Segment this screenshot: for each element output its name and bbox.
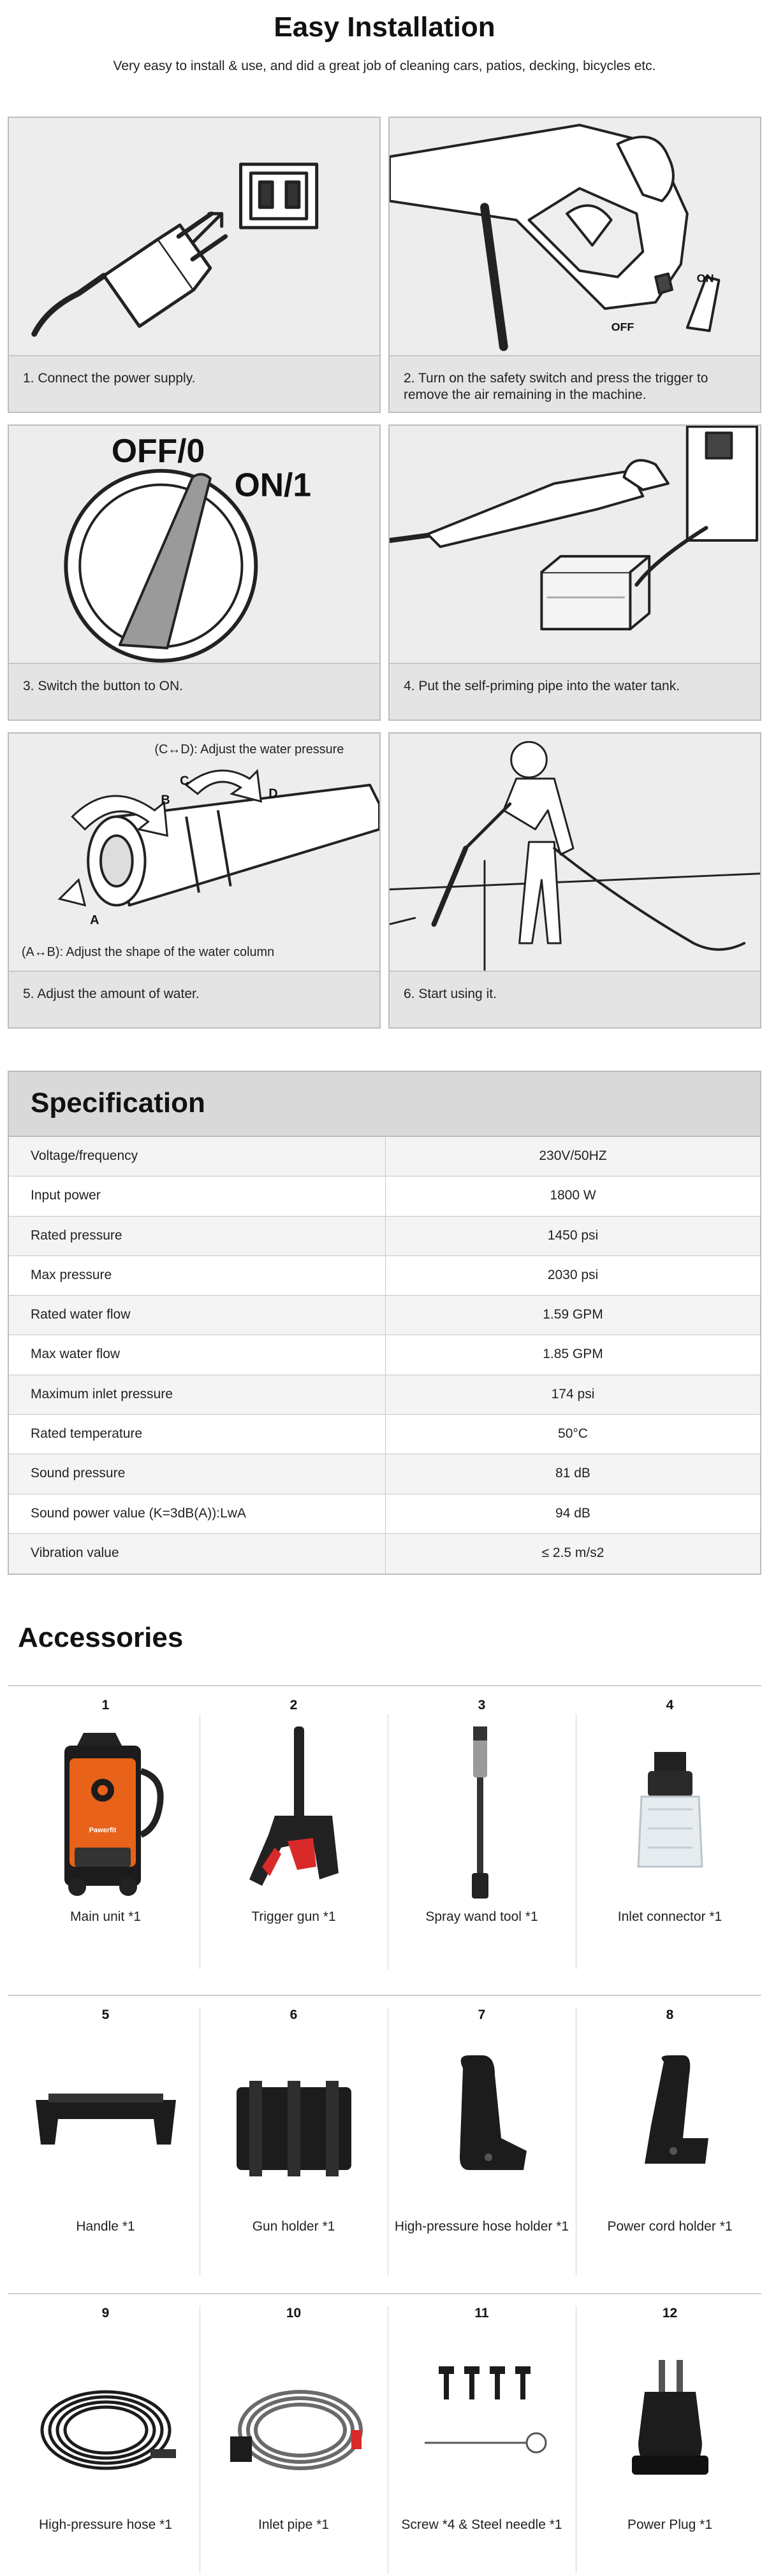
accessory-number: 6: [289, 2008, 298, 2022]
spec-body: [9, 1137, 760, 1574]
power-supply-illustration: [9, 118, 379, 355]
spec-key: Rated temperature: [9, 1415, 386, 1454]
install-title: Easy Installation: [274, 11, 495, 43]
spec-row: [9, 1375, 760, 1415]
spec-row: [9, 1137, 760, 1176]
letter-b: B: [161, 793, 170, 807]
spec-row: [9, 1494, 760, 1534]
install-subtitle: Very easy to install & use, and did a great job of cleaning cars, patios, decking, bicycles etc.: [113, 59, 656, 73]
install-step-5: [8, 732, 381, 1029]
accessory-number: 8: [666, 2008, 674, 2022]
accessory-number: 5: [101, 2008, 110, 2022]
install-step-4: [388, 424, 761, 721]
switch-illustration: [9, 426, 379, 663]
install-step-4-caption: 4. Put the self-priming pipe into the water tank.: [390, 663, 760, 720]
spec-value: 230V/50HZ: [539, 1148, 607, 1163]
spec-value: 1.85 GPM: [543, 1347, 603, 1362]
accessory-label: Power Plug *1: [627, 2517, 713, 2532]
letter-a: A: [90, 913, 99, 928]
power-plug-icon: [576, 2325, 764, 2516]
nozzle-illustration: [9, 734, 379, 971]
spec-row: [9, 1256, 760, 1296]
accessories-title: Accessories: [18, 1622, 184, 1653]
trigger-gun-icon: [200, 1717, 388, 1908]
accessory-label: Handle *1: [76, 2219, 135, 2234]
spec-table: [8, 1071, 761, 1575]
install-step-3: [8, 424, 381, 721]
spec-key: Rated water flow: [9, 1296, 386, 1335]
accessory-item-screw-needle: [388, 2306, 576, 2534]
accessory-number: 12: [662, 2306, 678, 2320]
install-step-3-caption: 3. Switch the button to ON.: [9, 663, 379, 720]
accessory-number: 2: [289, 1698, 298, 1712]
screw-needle-icon: [388, 2325, 576, 2516]
accessory-item-hose: [11, 2306, 200, 2534]
person-washing-icon: [390, 734, 760, 971]
spec-key: Max pressure: [9, 1256, 386, 1295]
accessory-item-inlet-connector: [576, 1698, 764, 1926]
spec-key: Sound power value (K=3dB(A)):LwA: [9, 1494, 386, 1533]
on-label: ON: [696, 271, 714, 285]
gun-holder-icon: [200, 2027, 388, 2218]
accessory-label: High-pressure hose *1: [39, 2517, 172, 2532]
install-step-6: [388, 732, 761, 1029]
plug-socket-icon: [9, 118, 379, 355]
install-step-1-caption: 1. Connect the power supply.: [9, 355, 379, 412]
brand-label: Pawerfit: [89, 1827, 116, 1834]
spec-value: ≤ 2.5 m/s2: [541, 1545, 604, 1560]
power-switch-icon: [9, 426, 379, 663]
accessory-item-power-plug: [576, 2306, 764, 2534]
accessory-item-inlet-pipe: [200, 2306, 388, 2534]
accessory-label: Gun holder *1: [252, 2219, 335, 2234]
spec-title: Specification: [9, 1072, 760, 1137]
nozzle-adjust-icon: [9, 734, 379, 971]
spec-key: Sound pressure: [9, 1454, 386, 1493]
off-label: OFF: [611, 320, 634, 333]
spec-key: Rated pressure: [9, 1217, 386, 1255]
accessories-divider: [8, 2293, 761, 2294]
accessory-label: Spray wand tool *1: [425, 1909, 538, 1924]
off-0-label: OFF/0: [111, 431, 205, 469]
accessory-label: Main unit *1: [70, 1909, 141, 1924]
letter-d: D: [268, 786, 278, 801]
water-tank-icon: [390, 426, 760, 663]
handle-icon: [11, 2027, 200, 2218]
cord-holder-icon: [576, 2027, 764, 2218]
hose-holder-icon: [388, 2027, 576, 2218]
accessory-label: Power cord holder *1: [607, 2219, 733, 2234]
letter-c: C: [180, 774, 189, 788]
spec-value: 1800 W: [550, 1188, 596, 1203]
water-tank-illustration: [390, 426, 760, 663]
install-step-1: [8, 117, 381, 413]
spec-key: Voltage/frequency: [9, 1137, 386, 1176]
accessories-divider: [8, 1995, 761, 1996]
install-step-2: [388, 117, 761, 413]
spray-wand-icon: [388, 1717, 576, 1908]
accessory-item-hose-holder: [388, 2008, 576, 2236]
accessory-label: Screw *4 & Steel needle *1: [401, 2517, 562, 2532]
accessory-number: 1: [101, 1698, 110, 1712]
accessory-number: 9: [101, 2306, 110, 2320]
spec-row: [9, 1296, 760, 1335]
spec-row: [9, 1217, 760, 1256]
spec-value: 1.59 GPM: [543, 1307, 603, 1322]
accessory-number: 3: [478, 1698, 486, 1712]
trigger-gun-hand-icon: [390, 118, 760, 355]
spec-row: [9, 1415, 760, 1454]
on-1-label: ON/1: [234, 466, 312, 503]
accessory-item-cord-holder: [576, 2008, 764, 2236]
accessory-number: 11: [474, 2306, 489, 2320]
spec-value: 50°C: [558, 1426, 588, 1442]
accessory-number: 10: [286, 2306, 302, 2320]
accessory-item-gun-holder: [200, 2008, 388, 2236]
spec-value: 1450 psi: [547, 1227, 599, 1243]
spec-row: [9, 1335, 760, 1375]
main-unit-icon: [11, 1717, 200, 1908]
accessory-item-handle: [11, 2008, 200, 2236]
accessory-label: Inlet connector *1: [617, 1909, 722, 1924]
accessory-number: 7: [478, 2008, 486, 2022]
spec-key: Maximum inlet pressure: [9, 1375, 386, 1414]
hose-icon: [11, 2325, 200, 2516]
start-using-illustration: [390, 734, 760, 971]
spec-key: Max water flow: [9, 1335, 386, 1374]
install-step-6-caption: 6. Start using it.: [390, 971, 760, 1027]
inlet-pipe-icon: [200, 2325, 388, 2516]
inlet-connector-icon: [576, 1717, 764, 1908]
spec-row: [9, 1454, 760, 1494]
accessory-label: Trigger gun *1: [251, 1909, 336, 1924]
trigger-illustration: [390, 118, 760, 355]
accessory-label: Inlet pipe *1: [258, 2517, 329, 2532]
spec-row: [9, 1534, 760, 1574]
spec-key: Vibration value: [9, 1534, 386, 1574]
spec-value: 81 dB: [555, 1466, 590, 1481]
accessory-item-spray-wand: [388, 1698, 576, 1926]
spec-value: 2030 psi: [547, 1267, 599, 1282]
spec-value: 94 dB: [555, 1505, 590, 1521]
spec-row: [9, 1176, 760, 1216]
install-step-2-caption: 2. Turn on the safety switch and press the trigger to remove the air remaining in the machine.: [390, 355, 760, 412]
note-cd: (C↔D): Adjust the water pressure: [154, 742, 344, 757]
accessory-label: High-pressure hose holder *1: [394, 2219, 569, 2234]
spec-value: 174 psi: [551, 1386, 595, 1401]
install-step-5-caption: 5. Adjust the amount of water.: [9, 971, 379, 1027]
accessory-item-trigger-gun: [200, 1698, 388, 1926]
accessory-number: 4: [666, 1698, 674, 1712]
spec-key: Input power: [9, 1176, 386, 1215]
note-ab: (A↔B): Adjust the shape of the water column: [21, 944, 275, 959]
accessories-divider: [8, 1685, 761, 1686]
accessory-item-main-unit: [11, 1698, 200, 1926]
